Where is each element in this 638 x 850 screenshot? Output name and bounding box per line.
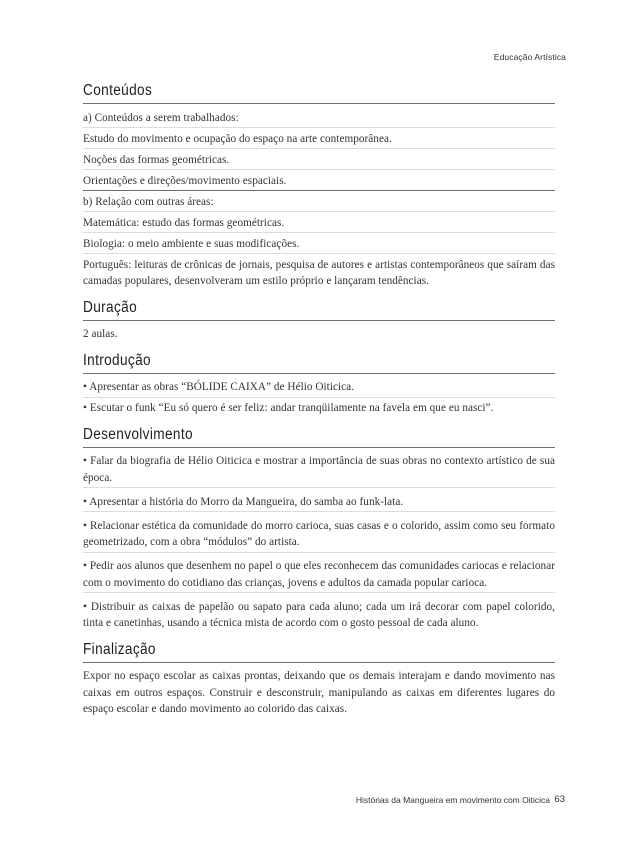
section-title: Conteúdos [83,82,153,99]
section-title: Finalização [83,640,156,658]
paragraph: Biologia: o meio ambiente e suas modificações. [83,233,555,254]
section-duracao [83,299,555,344]
section-title: Introdução [83,351,151,369]
section-desenvolvimento [83,426,555,633]
paragraph: • Apresentar a história do Morro da Mangueira, do samba ao funk-lata. [83,491,555,512]
paragraph: • Apresentar as obras “BÓLIDE CAIXA” de Hélio Oiticica. [83,377,555,398]
page-content [83,82,555,727]
paragraph: • Falar da biografia de Hélio Oiticica e mostrar a importância de suas obras no contexto artístico de sua época. [83,451,555,489]
paragraph: • Escutar o funk “Eu só quero é ser feliz: andar tranqüilamente na favela em que eu nasci”. [83,402,494,414]
paragraph: b) Relação com outras áreas: [83,191,555,212]
section-title: Desenvolvimento [83,425,193,443]
running-header: Educação Artística [493,52,566,62]
paragraph: Matemática: estudo das formas geométricas. [83,212,555,233]
footer-book-title: Histórias da Mangueira em movimento com Oiticica [355,795,550,805]
paragraph: a) Conteúdos a serem trabalhados: [83,107,555,128]
paragraph: Orientações e direções/movimento espaciais. [83,170,555,191]
paragraph: • Pedir aos alunos que desenhem no papel o que eles reconhecem das comunidades cariocas e relacionar com o movimento do cotidiano das crianças, jovens e adultos da camada popular carioca. [83,556,555,594]
paragraph: Português: leituras de crônicas de jornais, pesquisa de autores e artistas contemporâneos que saíram das camadas populares, desenvolveram um estilo próprio e lançaram tendências. [83,258,555,287]
paragraph: • Distribuir as caixas de papelão ou sapato para cada aluno; cada um irá decorar com papel colorido, tinta e canetinhas, usando a técnica mista de acordo com o gosto pessoal de cada aluno. [83,600,555,629]
page-number: 63 [554,794,565,805]
paragraph: Noções das formas geométricas. [83,149,555,170]
section-conteudos [83,82,555,291]
section-finalizacao [83,641,555,719]
paragraph: • Relacionar estética da comunidade do morro carioca, suas casas e o colorido, assim como seu formato geometrizado, com a obra “módulos” do artista. [83,515,555,553]
section-title: Duração [83,298,138,316]
paragraph: Estudo do movimento e ocupação do espaço na arte contemporânea. [83,128,555,149]
paragraph: 2 aulas. [83,328,118,340]
paragraph: Expor no espaço escolar as caixas prontas, deixando que os demais interajam e dando movimento nas caixas em outros espaços. Construir e desconstruir, manipulando as caixas em diferentes lugares do espaço escolar e dando movimento ao colorido das caixas. [83,670,555,715]
section-introducao [83,352,555,418]
